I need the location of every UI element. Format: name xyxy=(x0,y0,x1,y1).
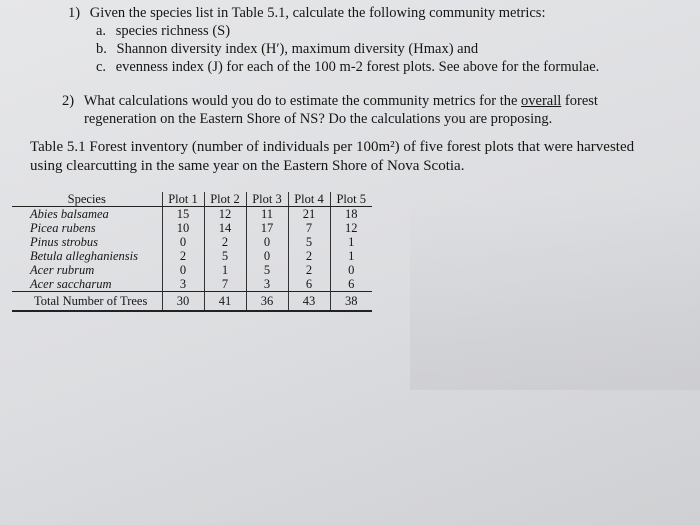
table-row xyxy=(12,263,372,277)
question-1-number: 1) xyxy=(68,5,81,21)
species-name: Abies balsamea xyxy=(30,207,109,221)
question-1c xyxy=(96,58,599,76)
cell-value: 3 xyxy=(162,277,204,292)
table-row xyxy=(12,277,372,292)
cell-value: 0 xyxy=(246,235,288,249)
cell-value: 7 xyxy=(204,277,246,292)
total-row xyxy=(12,292,372,312)
table-caption xyxy=(30,138,690,176)
question-1-text: Given the species list in Table 5.1, calculate the following community metrics: xyxy=(89,5,546,21)
cell-value: 18 xyxy=(330,207,372,222)
question-1b-text: Shannon diversity index (H′), maximum diversity (Hmax) and xyxy=(116,41,479,57)
cell-value: 5 xyxy=(288,235,330,249)
total-value: 30 xyxy=(162,292,204,312)
question-1c-text: evenness index (J) for each of the 100 m-2 forest plots. See above for the formulae. xyxy=(115,59,600,75)
cell-value: 14 xyxy=(204,221,246,235)
question-1a xyxy=(96,22,230,40)
total-value: 43 xyxy=(288,292,330,312)
total-value: 38 xyxy=(330,292,372,312)
cell-value: 5 xyxy=(204,249,246,263)
question-1a-text: species richness (S) xyxy=(115,23,231,39)
species-name: Betula alleghaniensis xyxy=(30,249,138,263)
question-2-text-pre: What calculations would you do to estimate the community metrics for the xyxy=(83,93,522,109)
cell-value: 1 xyxy=(330,235,372,249)
question-1 xyxy=(68,4,545,22)
cell-value: 10 xyxy=(162,221,204,235)
cell-value: 6 xyxy=(330,277,372,292)
cell-value: 0 xyxy=(162,235,204,249)
cell-value: 2 xyxy=(204,235,246,249)
table-row xyxy=(12,221,372,235)
species-name: Acer rubrum xyxy=(30,263,95,277)
table-caption-line-1: Table 5.1 Forest inventory (number of individuals per 100m²) of five forest plots that were harvested xyxy=(30,139,635,155)
cell-value: 2 xyxy=(288,249,330,263)
cell-value: 0 xyxy=(162,263,204,277)
cell-value: 2 xyxy=(288,263,330,277)
table-row xyxy=(12,207,372,222)
species-name: Acer saccharum xyxy=(12,277,162,292)
cell-value: 1 xyxy=(330,249,372,263)
header-plot-5: Plot 5 xyxy=(330,192,372,207)
cell-value: 15 xyxy=(162,207,204,222)
forest-inventory-table xyxy=(12,192,372,312)
question-1b-letter: b. xyxy=(96,41,107,57)
table-caption-line-2: using clearcutting in the same year on the Eastern Shore of Nova Scotia. xyxy=(30,158,465,174)
cell-value: 12 xyxy=(204,207,246,222)
cell-value: 11 xyxy=(246,207,288,222)
total-label: Total Number of Trees xyxy=(12,292,162,312)
header-species: Species xyxy=(12,192,162,207)
cell-value: 7 xyxy=(288,221,330,235)
table-row xyxy=(12,249,372,263)
cell-value: 21 xyxy=(288,207,330,222)
question-2-number: 2) xyxy=(62,93,75,109)
species-name: Pinus strobus xyxy=(30,235,98,249)
question-2 xyxy=(62,92,598,110)
question-1b xyxy=(96,40,478,58)
cell-value: 0 xyxy=(246,249,288,263)
cell-value: 0 xyxy=(330,263,372,277)
cell-value: 2 xyxy=(162,249,204,263)
cell-value: 12 xyxy=(330,221,372,235)
header-plot-3: Plot 3 xyxy=(246,192,288,207)
question-2-line-2: regeneration on the Eastern Shore of NS? Do the calculations you are proposing. xyxy=(84,111,553,127)
cell-value: 17 xyxy=(246,221,288,235)
cell-value: 3 xyxy=(246,277,288,292)
cell-value: 1 xyxy=(204,263,246,277)
header-plot-4: Plot 4 xyxy=(288,192,330,207)
table-row xyxy=(12,235,372,249)
page-shadow xyxy=(410,190,700,390)
question-2-text-post: forest xyxy=(561,93,598,109)
header-plot-1: Plot 1 xyxy=(162,192,204,207)
question-1a-letter: a. xyxy=(96,23,107,39)
question-2-underlined-word: overall xyxy=(521,93,562,109)
cell-value: 5 xyxy=(246,263,288,277)
total-value: 41 xyxy=(204,292,246,312)
header-plot-2: Plot 2 xyxy=(204,192,246,207)
species-name: Picea rubens xyxy=(30,221,96,235)
cell-value: 6 xyxy=(288,277,330,292)
total-value: 36 xyxy=(246,292,288,312)
table-header-row xyxy=(12,192,372,207)
question-1c-letter: c. xyxy=(96,59,107,75)
